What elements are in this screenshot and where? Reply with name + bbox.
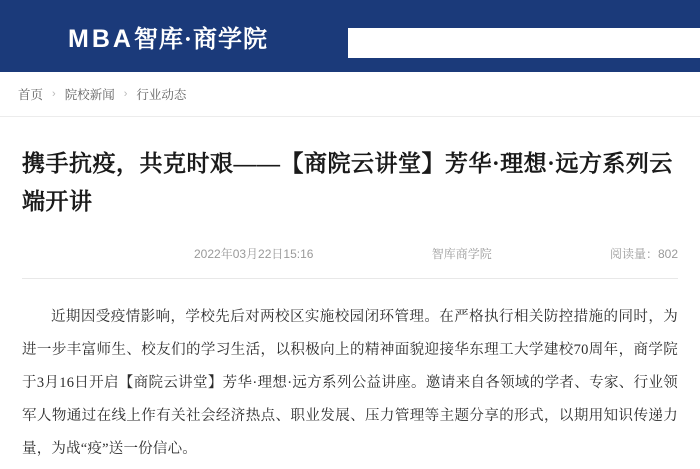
logo-text-cn: 智库·商学院 xyxy=(133,26,268,53)
article-paragraph: 近期因受疫情影响，学校先后对两校区实施校园闭环管理。在严格执行相关防控措施的同时，为进一步丰富师生、校友们的学习生活，以积极向上的精神面貌迎接华东理工大学建校70周年，商学院于3月16日开启【商院云讲堂】芳华·理想·远方系列公益讲座。邀请来自各领域的学者、专家、行业领军人物通过在线上作有关社会经济热点、职业发展、压力管理等主题分享的形式，以期用知识传递力量，为战“疫”送一份信心。 xyxy=(22,309,678,457)
article-container xyxy=(0,145,700,466)
breadcrumb-item-industry-trends[interactable]: 行业动态 xyxy=(136,88,187,102)
search-input[interactable] xyxy=(348,28,700,58)
breadcrumb-item-home[interactable]: 首页 xyxy=(18,88,44,102)
site-logo[interactable] xyxy=(68,19,268,54)
breadcrumb-item-school-news[interactable]: 院校新闻 xyxy=(64,88,115,102)
view-count: 阅读量：802 xyxy=(609,247,678,261)
breadcrumb-separator-icon: › xyxy=(123,88,128,100)
article-meta xyxy=(22,245,678,279)
page-title: 携手抗疫，共克时艰——【商院云讲堂】芳华·理想·远方系列云端开讲 xyxy=(22,151,673,214)
site-header xyxy=(0,0,700,72)
article-source: 智库商学院 xyxy=(431,247,492,261)
breadcrumb-separator-icon: › xyxy=(52,88,56,100)
breadcrumb xyxy=(0,72,700,117)
publish-date: 2022年03月22日15:16 xyxy=(194,247,314,261)
logo-text-mba: MBA xyxy=(68,24,134,53)
